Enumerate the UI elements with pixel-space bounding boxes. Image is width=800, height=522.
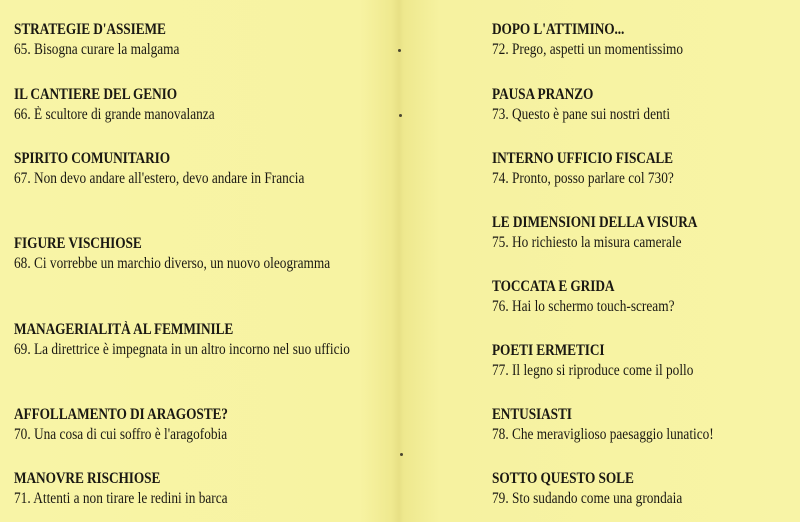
entry-77: [492, 341, 792, 381]
entry-69: [14, 320, 384, 360]
entry-title: SOTTO QUESTO SOLE: [492, 470, 634, 487]
binding-staple-dot: [398, 49, 401, 52]
entry-text: 77. Il legno si riproduce come il pollo: [492, 362, 694, 379]
entry-title: INTERNO UFFICIO FISCALE: [492, 150, 673, 167]
entry-title: LE DIMENSIONI DELLA VISURA: [492, 214, 698, 231]
entry-73: [492, 85, 792, 125]
entry-title: PAUSA PRANZO: [492, 86, 594, 103]
entry-text: 75. Ho richiesto la misura camerale: [492, 234, 682, 251]
entry-76: [492, 277, 792, 317]
entry-text: 66. È scultore di grande manovalanza: [14, 106, 215, 123]
entry-70: [14, 405, 384, 445]
entry-text: 79. Sto sudando come una grondaia: [492, 490, 683, 507]
entry-text: 69. La direttrice è impegnata in un altro incorno nel suo ufficio: [14, 341, 350, 358]
entry-75: [492, 213, 792, 253]
left-page: [14, 0, 384, 522]
right-page: [492, 0, 792, 522]
entry-title: POETI ERMETICI: [492, 342, 605, 359]
entry-title: AFFOLLAMENTO DI ARAGOSTE?: [14, 406, 228, 423]
entry-text: 70. Una cosa di cui soffro è l'aragofobia: [14, 426, 228, 443]
entry-text: 76. Hai lo schermo touch-scream?: [492, 298, 675, 315]
entry-74: [492, 149, 792, 189]
binding-staple-dot: [400, 453, 403, 456]
entry-title: MANAGERIALITÀ AL FEMMINILE: [14, 321, 234, 338]
entry-title: ENTUSIASTI: [492, 406, 572, 423]
entry-text: 71. Attenti a non tirare le redini in barca: [14, 490, 228, 507]
entry-title: DOPO L'ATTIMINO...: [492, 21, 625, 38]
entry-68: [14, 234, 384, 274]
entry-66: [14, 85, 384, 125]
entry-65: [14, 20, 384, 60]
entry-title: IL CANTIERE DEL GENIO: [14, 86, 178, 103]
entry-79: [492, 469, 792, 509]
entry-text: 65. Bisogna curare la malgama: [14, 41, 180, 58]
entry-text: 68. Ci vorrebbe un marchio diverso, un nuovo oleogramma: [14, 255, 331, 272]
entry-title: STRATEGIE D'ASSIEME: [14, 21, 166, 38]
entry-title: FIGURE VISCHIOSE: [14, 235, 142, 252]
entry-72: [492, 20, 792, 60]
entry-title: TOCCATA E GRIDA: [492, 278, 615, 295]
entry-text: 72. Prego, aspetti un momentissimo: [492, 41, 684, 58]
entry-71: [14, 469, 384, 509]
entry-title: SPIRITO COMUNITARIO: [14, 150, 171, 167]
entry-text: 78. Che meraviglioso paesaggio lunatico!: [492, 426, 714, 443]
entry-78: [492, 405, 792, 445]
entry-title: MANOVRE RISCHIOSE: [14, 470, 161, 487]
entry-text: 74. Pronto, posso parlare col 730?: [492, 170, 674, 187]
binding-staple-dot: [399, 114, 402, 117]
entry-text: 73. Questo è pane sui nostri denti: [492, 106, 671, 123]
entry-67: [14, 149, 384, 189]
entry-text: 67. Non devo andare all'estero, devo andare in Francia: [14, 170, 305, 187]
